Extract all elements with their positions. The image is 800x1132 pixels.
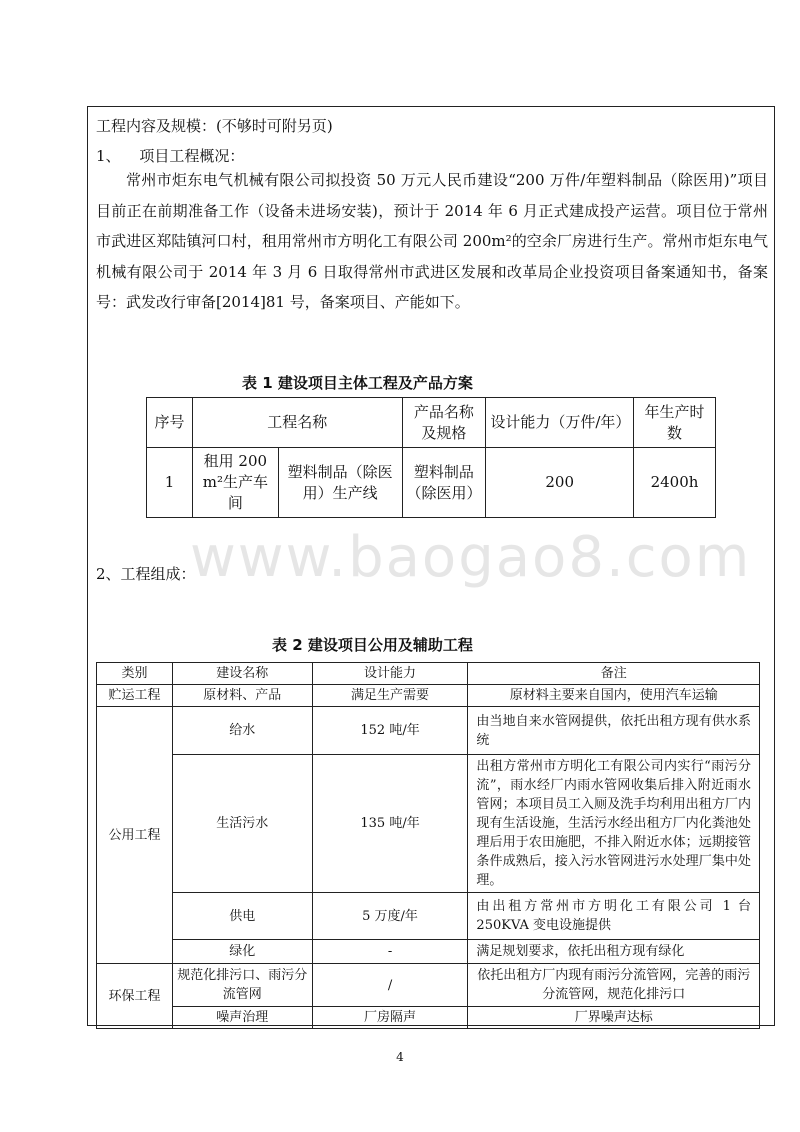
- env-category: 环保工程: [97, 964, 173, 1029]
- outfall-name: 规范化排污口、雨污分流管网: [172, 964, 312, 1007]
- section-heading: 工程内容及规模：(不够时可附另页): [96, 117, 333, 135]
- table-2-header-name: 建设名称: [172, 663, 312, 685]
- project-overview-paragraph: 常州市炬东电气机械有限公司拟投资 50 万元人民币建设“200 万件/年塑料制品（除医用)”项目目前正在前期准备工作（设备未进场安装)，预计于 2014 年 6 月正式建成投产运营。项目位于常州市武进区郑陆镇河口村，租用常州市方明化工有限公司 200m²的空余厂房进行生产。常州市炬东电气机械有限公司于 2014 年 3 月 6 日取得常州市武进区发展和改革局企业投资项目备案通知书，备案号：武发改行审备[2014]81 号，备案项目、产能如下。: [96, 171, 768, 311]
- storage-category: 贮运工程: [97, 685, 173, 707]
- table-1-cell-workshop: 租用 200 m²生产车间: [192, 448, 278, 518]
- storage-capacity: 满足生产需要: [312, 685, 468, 707]
- sewage-capacity: 135 吨/年: [312, 755, 468, 893]
- power-capacity: 5 万度/年: [312, 893, 468, 940]
- table-2-header-note: 备注: [468, 663, 760, 685]
- green-note: 满足规划要求，依托出租方现有绿化: [468, 940, 760, 964]
- storage-name: 原材料、产品: [172, 685, 312, 707]
- section-1-title: 项目工程概况：: [139, 147, 245, 165]
- section-1-heading: [96, 145, 244, 167]
- table-1-cell-product: 塑料制品（除医用）: [402, 448, 486, 518]
- section-1-number: 1、: [96, 147, 121, 165]
- table-1-header-product: 产品名称及规格: [402, 398, 486, 448]
- table-1-header-seq: 序号: [147, 398, 193, 448]
- water-capacity: 152 吨/年: [312, 707, 468, 755]
- noise-capacity: 厂房隔声: [312, 1007, 468, 1029]
- table-1-cell-seq: 1: [147, 448, 193, 518]
- table-1-cell-hours: 2400h: [634, 448, 716, 518]
- noise-name: 噪声治理: [172, 1007, 312, 1029]
- page-number: 4: [396, 1050, 404, 1064]
- watermark: www.baogao8.com: [190, 525, 752, 590]
- water-name: 给水: [172, 707, 312, 755]
- power-name: 供电: [172, 893, 312, 940]
- table-2-caption: 表 2 建设项目公用及辅助工程: [272, 636, 473, 654]
- table-1-caption: 表 1 建设项目主体工程及产品方案: [242, 374, 473, 392]
- green-capacity: -: [312, 940, 468, 964]
- outfall-capacity: /: [312, 964, 468, 1007]
- table-1-header-project: 工程名称: [192, 398, 402, 448]
- power-note: 由出租方常州市方明化工有限公司 1 台 250KVA 变电设施提供: [468, 893, 760, 940]
- table-1-cell-line: 塑料制品（除医用）生产线: [278, 448, 402, 518]
- table-1: [146, 397, 716, 518]
- storage-note: 原材料主要来自国内，使用汽车运输: [468, 685, 760, 707]
- public-category: 公用工程: [97, 707, 173, 964]
- noise-note: 厂界噪声达标: [468, 1007, 760, 1029]
- section-2-heading: 2、工程组成：: [96, 565, 196, 583]
- table-2-header-capacity: 设计能力: [312, 663, 468, 685]
- table-2-header-category: 类别: [97, 663, 173, 685]
- outfall-note: 依托出租方厂内现有雨污分流管网，完善的雨污分流管网，规范化排污口: [468, 964, 760, 1007]
- table-1-header-capacity: 设计能力（万件/年）: [486, 398, 634, 448]
- table-1-header-hours: 年生产时数: [634, 398, 716, 448]
- table-1-cell-capacity: 200: [486, 448, 634, 518]
- water-note: 由当地自来水管网提供，依托出租方现有供水系统: [468, 707, 760, 755]
- table-2: [96, 662, 760, 1029]
- sewage-note: 出租方常州市方明化工有限公司内实行“雨污分流”，雨水经厂内雨水管网收集后排入附近雨水管网；本项目员工入厕及洗手均利用出租方厂内现有生活设施，生活污水经出租方厂内化粪池处理后用于农田施肥，不排入附近水体；远期接管条件成熟后，接入污水管网进污水处理厂集中处理。: [468, 755, 760, 893]
- sewage-name: 生活污水: [172, 755, 312, 893]
- green-name: 绿化: [172, 940, 312, 964]
